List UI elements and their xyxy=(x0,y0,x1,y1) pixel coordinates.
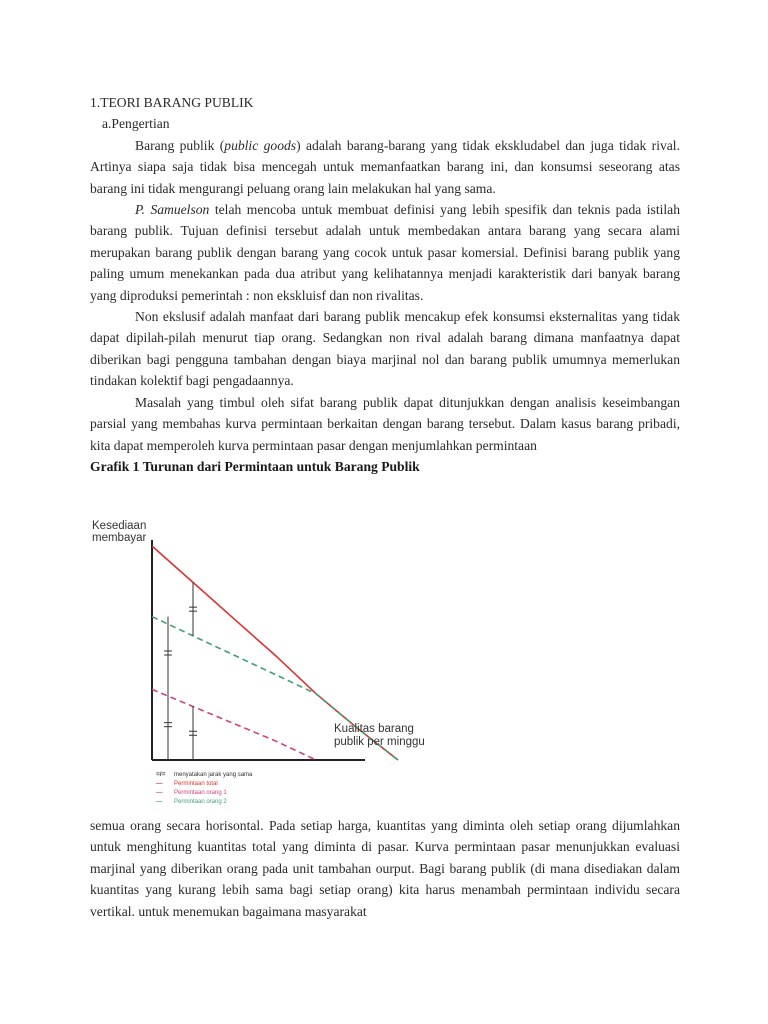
document-body xyxy=(90,92,680,477)
legend-symbol: — xyxy=(156,780,163,787)
y-axis-label: Kesediaan xyxy=(92,520,147,532)
legend-label: Permintaan total xyxy=(174,781,218,787)
x-axis-label: publik per minggu xyxy=(334,736,425,748)
subsection-heading: a.Pengertian xyxy=(102,116,170,132)
document-continued xyxy=(90,815,680,922)
legend-symbol: =/= xyxy=(156,771,166,778)
series-line-2 xyxy=(152,689,316,760)
paragraph-non-exclusive: Non ekslusif adalah manfaat dari barang publik mencakup efek konsumsi eksternalitas yang tidak dapat dipilah-pilah menurut tiap orang. Sedangkan non rival adalah barang dimana manfaatnya dapat diberikan bagi pengguna tambahan dengan biaya marjinal nol dan barang publik umumnya memerlukan tindakan kolektif bagi pengadaannya. xyxy=(90,309,680,389)
paragraph-vertical-summation: semua orang secara horisontal. Pada setiap harga, kuantitas yang diminta oleh setiap orang dijumlahkan untuk menghitung kuantitas total yang diminta di pasar. Kurva permintaan pasar menunjukkan evaluasi marjinal yang diberikan orang pada unit tambahan ourput. Bagi barang publik (di mana disediakan dalam kuantitas yang kurang lebih sama bagi setiap orang) kita harus menambah permintaan individu secara vertikal. untuk menemukan bagaimana masyarakat xyxy=(90,818,680,919)
figure-caption: Grafik 1 Turunan dari Permintaan untuk Barang Publik xyxy=(90,458,420,474)
legend-label: menyatakan jarak yang sama xyxy=(174,772,253,778)
section-heading: 1.TEORI BARANG PUBLIK xyxy=(90,95,254,110)
legend-symbol: — xyxy=(156,798,163,805)
paragraph-samuelson: P. Samuelson telah mencoba untuk membuat definisi yang lebih spesifik dan teknis pada istilah barang publik. Tujuan definisi tersebut adalah untuk membedakan antara barang yang secara alami merupakan barang publik dengan barang yang cocok untuk pasar komersial. Definisi barang publik yang paling umum menekankan pada dua atribut yang kelihatannya menjadi karakteristik dari banyak barang yang diproduksi pemerintah : non ekskluisf dan non rivalitas. xyxy=(90,202,681,303)
paragraph-definition: Barang publik (public goods) adalah barang-barang yang tidak ekskludabel dan juga tidak rival. Artinya siapa saja tidak bisa mencegah untuk memanfaatkan barang ini, dan konsumsi seseorang atas barang ini tidak mengurangi peluang orang lain melakukan hal yang sama. xyxy=(90,137,680,196)
legend-label: Permintaan orang 1 xyxy=(174,790,227,796)
demand-figure xyxy=(90,518,450,813)
demand-chart xyxy=(90,518,450,813)
legend-label: Permintaan orang 2 xyxy=(174,799,227,805)
paragraph-partial-equilibrium: Masalah yang timbul oleh sifat barang publik dapat ditunjukkan dengan analisis keseimbangan parsial yang membahas kurva permintaan berkaitan dengan barang tersebut. Dalam kasus barang pribadi, kita dapat memperoleh kurva permintaan pasar dengan menjumlahkan permintaan xyxy=(90,394,680,453)
x-axis-label: Kualitas barang xyxy=(334,723,414,735)
y-axis-label: membayar xyxy=(92,532,147,544)
legend-symbol: — xyxy=(156,789,163,796)
